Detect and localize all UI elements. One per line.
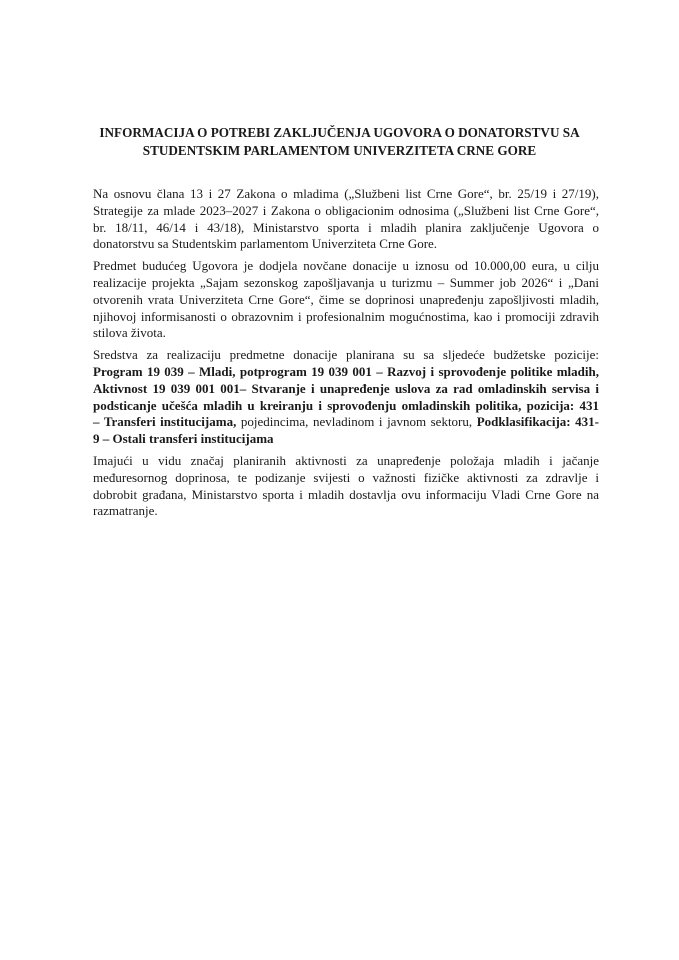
budget-subclassification: Podklasifikacija: 431- [476,414,599,430]
text-line: br. 18/11, 46/14 i 43/18), Ministarstvo sporta i mladih planira zaključenje Ugovora o [93,219,599,235]
text-line: razmatranje. [93,503,158,519]
text-line: dobrobit građana, Ministarstvo sporta i mladih dostavlja ovu informaciju Vladi Crne Gore na [93,486,599,502]
document-body [93,186,599,525]
budget-position: podsticanje učešća mladih u kreiranju i sprovođenju omladinskih politika, pozicija: 431 [93,397,599,413]
budget-sectors: pojedincima, nevladinom i javnom sektoru, [236,414,477,430]
text-line: Predmet budućeg Ugovora je dodjela novčane donacije u iznosu od 10.000,00 eura, u cilju [93,258,599,274]
paragraph-legal-basis [93,186,599,253]
budget-activity: Aktivnost 19 039 001 001– Stvaranje i unapređenje uslova za rad omladinskih servisa i [93,380,599,396]
text-line: njihovoj informisanosti o obrazovnim i profesionalnim mogućnostima, kao i promociji zdravih [93,308,599,324]
text-line: Sredstva za realizaciju predmetne donacije planirana su sa sljedeće budžetske pozicije: [93,347,599,363]
paragraph-budget [93,347,599,448]
text-line: Na osnovu člana 13 i 27 Zakona o mladima („Službeni list Crne Gore“, br. 25/19 i 27/19), [93,186,599,201]
text-line: međuresornog doprinosa, te podizanje svijesti o važnosti fizičke aktivnosti za zdravlje i [93,469,599,485]
paragraph-conclusion [93,453,599,520]
text-line-bold [93,431,599,448]
text-line-bold [93,364,599,381]
text-line: Strategije za mlade 2023–2027 i Zakona o obligacionim odnosima („Službeni list Crne Gore“, [93,202,599,218]
text-line-bold [93,398,599,415]
budget-transfers: – Transferi institucijama, [93,414,237,430]
text-line-mixed [93,414,599,431]
title-line-1: INFORMACIJA O POTREBI ZAKLJUČENJA UGOVORA O DONATORSTVU SA [99,125,580,140]
text-line: realizacije projekta „Sajam sezonskog zapošljavanja u turizmu – Summer job 2026“ i „Dani [93,274,599,290]
budget-other-transfers: 9 – Ostali transferi institucijama [93,431,274,447]
budget-program: Program 19 039 – Mladi, potprogram 19 039 001 – Razvoj i sprovođenje politike mladih, [93,363,599,379]
paragraph-subject [93,258,599,342]
text-line: donatorstvu sa Studentskim parlamentom Univerziteta Crne Gore. [93,236,438,252]
text-line: Imajući u vidu značaj planiranih aktivnosti za unapređenje položaja mladih i jačanje [93,452,599,468]
document-title [60,124,619,159]
text-line: stilova života. [93,325,166,341]
text-line: otvorenih vrata Univerziteta Crne Gore“, čime se doprinosi unapređenju zapošljivosti mladih, [93,291,599,307]
text-line-bold [93,381,599,398]
title-line-2: STUDENTSKIM PARLAMENTOM UNIVERZITETA CRNE GORE [142,142,537,158]
